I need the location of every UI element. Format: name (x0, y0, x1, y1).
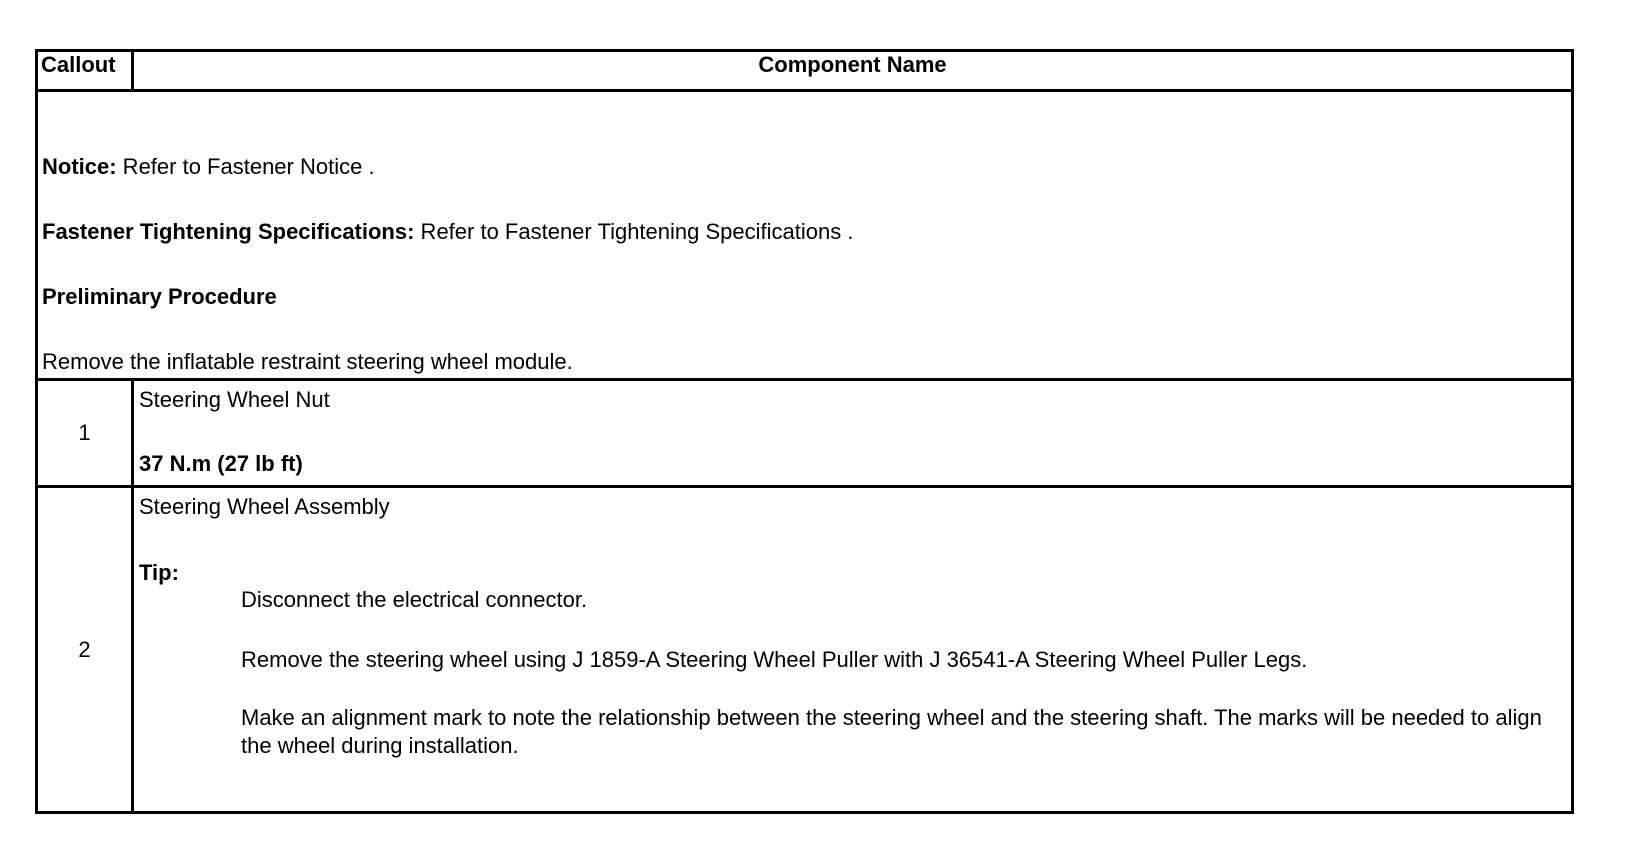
notice-text: Refer to Fastener Notice . (116, 154, 375, 179)
preliminary-procedure-step: Remove the inflatable restraint steering wheel module. (42, 349, 573, 374)
callout-column-header: Callout (37, 51, 133, 91)
table-row (37, 380, 1573, 487)
torque-spec: 37 N.m (27 lb ft) (139, 451, 303, 476)
component-name-column-header: Component Name (133, 51, 1573, 91)
fastener-spec-text: Refer to Fastener Tightening Specifications . (414, 219, 854, 244)
table-row (37, 487, 1573, 813)
tip-label: Tip: (139, 560, 179, 585)
callout-number: 2 (37, 487, 133, 813)
table-header-row (37, 51, 1573, 91)
intro-row (37, 91, 1573, 380)
notice-line (42, 154, 375, 180)
fastener-spec-label: Fastener Tightening Specifications: (42, 219, 415, 244)
notice-label: Notice: (42, 154, 117, 179)
component-name: Steering Wheel Assembly (139, 494, 390, 519)
preliminary-procedure-heading: Preliminary Procedure (42, 284, 277, 309)
component-cell (133, 487, 1573, 813)
callout-number: 1 (37, 380, 133, 487)
component-name: Steering Wheel Nut (139, 387, 330, 412)
procedure-table (35, 49, 1574, 814)
tip-step: Disconnect the electrical connector. (241, 587, 588, 612)
tip-step: Remove the steering wheel using J 1859-A Steering Wheel Puller with J 36541-A Steering Wheel Puller Legs. (241, 647, 1308, 672)
intro-cell (37, 91, 1573, 380)
component-cell (133, 380, 1573, 487)
fastener-spec-line (42, 219, 853, 245)
tip-step: Make an alignment mark to note the relationship between the steering wheel and the steering shaft. The marks will be needed to align the wheel during installation. (241, 705, 1542, 758)
